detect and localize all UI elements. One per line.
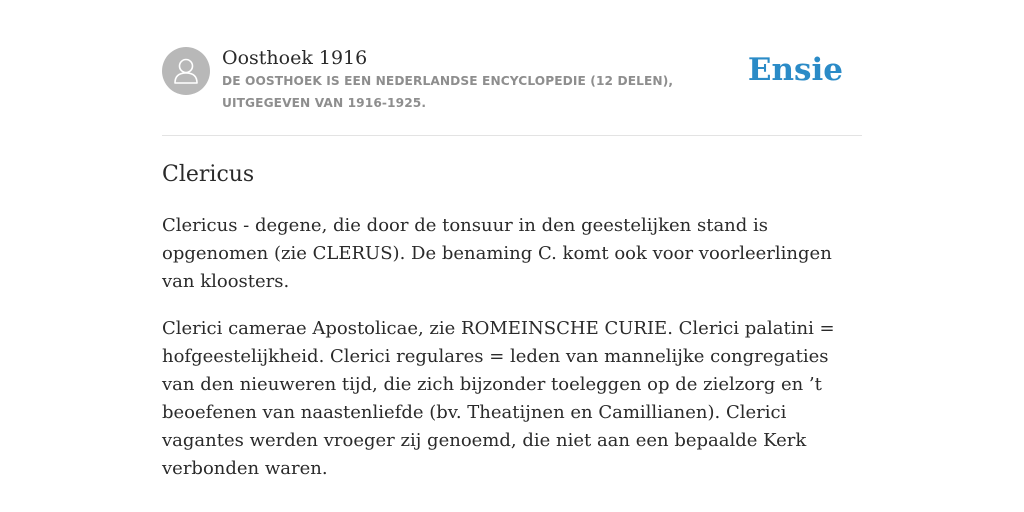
- header-divider: [162, 135, 862, 136]
- user-icon: [162, 47, 210, 95]
- article-body: [162, 212, 862, 502]
- source-title[interactable]: Oosthoek 1916: [222, 47, 368, 69]
- source-info: [222, 46, 762, 114]
- source-header: [162, 46, 862, 116]
- source-description: DE OOSTHOEK IS EEN NEDERLANDSE ENCYCLOPEDIE (12 DELEN), UITGEGEVEN VAN 1916-1925.: [222, 74, 674, 110]
- article-paragraph: Clerici camerae Apostolicae, zie ROMEINSCHE CURIE. Clerici palatini = hofgeestelijkheid. Clerici regulares = leden van mannelijke congregaties van den nieuweren tijd, die zich bijzonder toeleggen op de zielzorg en ’t beoefenen van naastenliefde (bv. Theatijnen en Camillianen). Clerici vagantes werden vroeger zij genoemd, die niet aan een bepaalde Kerk verbonden waren.: [162, 318, 835, 479]
- article-title: Clericus: [162, 162, 255, 187]
- brand-logo[interactable]: Ensie: [747, 52, 843, 88]
- article-paragraph: Clericus - degene, die door de tonsuur in den geestelijken stand is opgenomen (zie CLERUS). De benaming C. komt ook voor voorleerlingen van kloosters.: [162, 215, 832, 292]
- source-avatar[interactable]: [162, 47, 210, 95]
